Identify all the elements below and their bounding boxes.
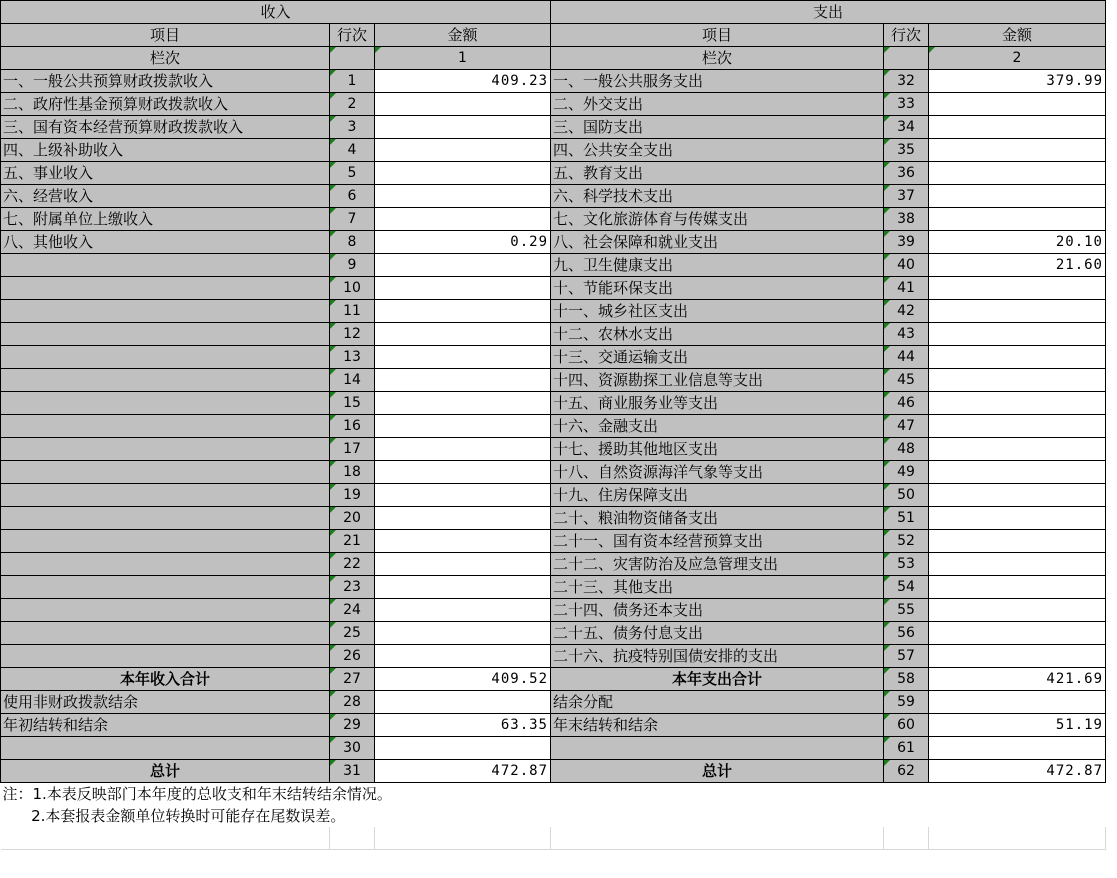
income-line-no-cell[interactable]: 4 xyxy=(330,139,375,162)
expense-amount-cell[interactable] xyxy=(929,277,1106,300)
income-section-header[interactable]: 收入 xyxy=(1,1,551,24)
expense-item-cell[interactable]: 年末结转和结余 xyxy=(551,714,884,737)
income-amount-cell[interactable] xyxy=(375,300,551,323)
income-line-no-cell[interactable]: 19 xyxy=(330,484,375,507)
expense-amount-cell[interactable] xyxy=(929,691,1106,714)
income-line-no-cell[interactable]: 28 xyxy=(330,691,375,714)
expense-item-cell[interactable]: 十五、商业服务业等支出 xyxy=(551,392,884,415)
expense-amount-cell[interactable]: 421.69 xyxy=(929,668,1106,691)
income-amount-cell[interactable] xyxy=(375,323,551,346)
income-item-cell[interactable] xyxy=(1,507,330,530)
income-amount-cell[interactable] xyxy=(375,392,551,415)
expense-item-cell[interactable]: 三、国防支出 xyxy=(551,116,884,139)
table-row xyxy=(1,553,1106,576)
income-item-cell[interactable] xyxy=(1,645,330,668)
income-item-cell[interactable]: 八、其他收入 xyxy=(1,231,330,254)
income-amount-cell[interactable] xyxy=(375,438,551,461)
income-amount-cell[interactable]: 63.35 xyxy=(375,714,551,737)
table-row xyxy=(1,231,1106,254)
expense-amount-cell[interactable] xyxy=(929,208,1106,231)
income-item-cell[interactable]: 使用非财政拨款结余 xyxy=(1,691,330,714)
table-row xyxy=(1,70,1106,93)
expense-item-cell[interactable]: 二十六、抗疫特别国债安排的支出 xyxy=(551,645,884,668)
income-amount-cell[interactable]: 409.52 xyxy=(375,668,551,691)
income-line-no-cell[interactable]: 25 xyxy=(330,622,375,645)
income-amount-cell[interactable] xyxy=(375,116,551,139)
income-line-no-cell[interactable]: 27 xyxy=(330,668,375,691)
expense-item-cell[interactable]: 四、公共安全支出 xyxy=(551,139,884,162)
expense-amount-cell[interactable] xyxy=(929,599,1106,622)
expense-line-no-cell[interactable]: 33 xyxy=(884,93,929,116)
empty-cell[interactable] xyxy=(375,827,551,850)
income-amount-cell[interactable] xyxy=(375,507,551,530)
income-item-cell[interactable]: 一、一般公共预算财政拨款收入 xyxy=(1,70,330,93)
expense-amount-cell[interactable] xyxy=(929,93,1106,116)
income-amount-cell[interactable] xyxy=(375,346,551,369)
note-line-1[interactable]: 注：1.本表反映部门本年度的总收支和年末结转结余情况。 xyxy=(1,783,1106,806)
income-item-cell[interactable] xyxy=(1,461,330,484)
income-amount-cell[interactable] xyxy=(375,622,551,645)
table-row xyxy=(1,254,1106,277)
expense-amount-cell[interactable] xyxy=(929,323,1106,346)
expense-amount-cell[interactable] xyxy=(929,737,1106,760)
expense-line-no-cell[interactable]: 37 xyxy=(884,185,929,208)
table-row xyxy=(1,461,1106,484)
expense-line-no-cell[interactable]: 49 xyxy=(884,461,929,484)
income-item-cell[interactable]: 本年收入合计 xyxy=(1,668,330,691)
table-row xyxy=(1,392,1106,415)
income-amount-cell[interactable] xyxy=(375,277,551,300)
empty-cell[interactable] xyxy=(1,827,330,850)
income-line-no-cell[interactable]: 14 xyxy=(330,369,375,392)
table-row xyxy=(1,208,1106,231)
expense-item-cell[interactable]: 十九、住房保障支出 xyxy=(551,484,884,507)
income-line-no-cell[interactable]: 22 xyxy=(330,553,375,576)
expense-line-no-cell[interactable]: 34 xyxy=(884,116,929,139)
income-line-no-cell[interactable]: 20 xyxy=(330,507,375,530)
expense-item-cell[interactable]: 二、外交支出 xyxy=(551,93,884,116)
expense-amount-cell[interactable] xyxy=(929,116,1106,139)
expense-amount-cell[interactable] xyxy=(929,162,1106,185)
expense-item-cell[interactable]: 十八、自然资源海洋气象等支出 xyxy=(551,461,884,484)
income-line-no-cell[interactable]: 24 xyxy=(330,599,375,622)
expense-item-cell[interactable]: 七、文化旅游体育与传媒支出 xyxy=(551,208,884,231)
expense-amount-cell[interactable] xyxy=(929,622,1106,645)
table-row xyxy=(1,599,1106,622)
income-item-cell[interactable] xyxy=(1,415,330,438)
income-line-no-cell[interactable]: 21 xyxy=(330,530,375,553)
expense-amount-cell[interactable]: 20.10 xyxy=(929,231,1106,254)
income-line-no-cell[interactable]: 12 xyxy=(330,323,375,346)
expense-amount-cell[interactable] xyxy=(929,576,1106,599)
expense-item-cell[interactable]: 二十二、灾害防治及应急管理支出 xyxy=(551,553,884,576)
income-item-cell[interactable] xyxy=(1,553,330,576)
income-item-cell[interactable] xyxy=(1,599,330,622)
empty-cell[interactable] xyxy=(551,827,884,850)
table-row xyxy=(1,714,1106,737)
expense-amount-cell[interactable] xyxy=(929,484,1106,507)
expense-item-cell[interactable]: 本年支出合计 xyxy=(551,668,884,691)
expense-line-no-cell[interactable]: 43 xyxy=(884,323,929,346)
income-item-cell[interactable] xyxy=(1,323,330,346)
income-amount-cell[interactable] xyxy=(375,139,551,162)
income-item-cell[interactable] xyxy=(1,576,330,599)
income-item-cell[interactable]: 年初结转和结余 xyxy=(1,714,330,737)
expense-amount-cell[interactable] xyxy=(929,139,1106,162)
expense-item-cell[interactable]: 十、节能环保支出 xyxy=(551,277,884,300)
table-row xyxy=(1,369,1106,392)
income-item-cell[interactable]: 七、附属单位上缴收入 xyxy=(1,208,330,231)
expense-amount-cell[interactable] xyxy=(929,461,1106,484)
table-row xyxy=(1,507,1106,530)
expense-line-label-cell[interactable] xyxy=(884,47,929,70)
expense-line-header[interactable]: 行次 xyxy=(884,24,929,47)
expense-line-no-cell[interactable]: 51 xyxy=(884,507,929,530)
income-amount-cell[interactable]: 0.29 xyxy=(375,231,551,254)
expense-amount-cell[interactable]: 21.60 xyxy=(929,254,1106,277)
income-line-no-cell[interactable]: 10 xyxy=(330,277,375,300)
expense-item-cell[interactable]: 十二、农林水支出 xyxy=(551,323,884,346)
table-row xyxy=(1,438,1106,461)
expense-line-no-cell[interactable]: 60 xyxy=(884,714,929,737)
expense-item-cell[interactable]: 十四、资源勘探工业信息等支出 xyxy=(551,369,884,392)
income-amount-cell[interactable] xyxy=(375,93,551,116)
income-item-cell[interactable]: 二、政府性基金预算财政拨款收入 xyxy=(1,93,330,116)
income-line-no-cell[interactable]: 26 xyxy=(330,645,375,668)
table-row xyxy=(1,737,1106,760)
expense-line-no-cell[interactable]: 48 xyxy=(884,438,929,461)
income-item-cell[interactable] xyxy=(1,530,330,553)
income-amount-cell[interactable] xyxy=(375,737,551,760)
expense-line-no-cell[interactable]: 40 xyxy=(884,254,929,277)
expense-line-no-cell[interactable]: 62 xyxy=(884,760,929,783)
income-amount-cell[interactable] xyxy=(375,576,551,599)
income-item-cell[interactable] xyxy=(1,277,330,300)
income-line-no-cell[interactable]: 23 xyxy=(330,576,375,599)
income-line-no-cell[interactable]: 16 xyxy=(330,415,375,438)
table-row xyxy=(1,277,1106,300)
expense-item-cell[interactable]: 二十四、债务还本支出 xyxy=(551,599,884,622)
income-amount-cell[interactable] xyxy=(375,530,551,553)
expense-item-cell[interactable]: 九、卫生健康支出 xyxy=(551,254,884,277)
income-line-no-cell[interactable]: 30 xyxy=(330,737,375,760)
expense-amount-cell[interactable] xyxy=(929,507,1106,530)
income-line-no-cell[interactable]: 5 xyxy=(330,162,375,185)
expense-line-no-cell[interactable]: 59 xyxy=(884,691,929,714)
expense-line-no-cell[interactable]: 57 xyxy=(884,645,929,668)
income-amount-cell[interactable] xyxy=(375,599,551,622)
expense-amount-cell[interactable] xyxy=(929,369,1106,392)
income-item-cell[interactable] xyxy=(1,392,330,415)
table-row xyxy=(1,185,1106,208)
income-line-no-cell[interactable]: 13 xyxy=(330,346,375,369)
expense-amount-header[interactable]: 金额 xyxy=(929,24,1106,47)
expense-amount-cell[interactable]: 51.19 xyxy=(929,714,1106,737)
expense-line-no-cell[interactable]: 56 xyxy=(884,622,929,645)
income-line-no-cell[interactable]: 3 xyxy=(330,116,375,139)
expense-item-cell[interactable]: 六、科学技术支出 xyxy=(551,185,884,208)
expense-item-cell[interactable]: 总计 xyxy=(551,760,884,783)
income-item-cell[interactable]: 六、经营收入 xyxy=(1,185,330,208)
income-item-cell[interactable] xyxy=(1,254,330,277)
expense-line-no-cell[interactable]: 46 xyxy=(884,392,929,415)
expense-amount-cell[interactable]: 379.99 xyxy=(929,70,1106,93)
expense-line-no-cell[interactable]: 53 xyxy=(884,553,929,576)
income-amount-cell[interactable] xyxy=(375,691,551,714)
expense-item-cell[interactable]: 十六、金融支出 xyxy=(551,415,884,438)
income-item-cell[interactable] xyxy=(1,484,330,507)
expense-item-cell[interactable]: 一、一般公共服务支出 xyxy=(551,70,884,93)
expense-item-cell[interactable]: 结余分配 xyxy=(551,691,884,714)
expense-item-cell[interactable] xyxy=(551,737,884,760)
income-item-cell[interactable] xyxy=(1,369,330,392)
expense-line-no-cell[interactable]: 50 xyxy=(884,484,929,507)
income-line-no-cell[interactable]: 9 xyxy=(330,254,375,277)
income-amount-cell[interactable] xyxy=(375,369,551,392)
table-row xyxy=(1,668,1106,691)
empty-cell[interactable] xyxy=(929,827,1106,850)
expense-amount-cell[interactable] xyxy=(929,553,1106,576)
expense-column-label[interactable]: 栏次 xyxy=(551,47,884,70)
income-column-label[interactable]: 栏次 xyxy=(1,47,330,70)
expense-line-no-cell[interactable]: 44 xyxy=(884,346,929,369)
expense-line-no-cell[interactable]: 41 xyxy=(884,277,929,300)
table-row xyxy=(1,760,1106,783)
income-line-label-cell[interactable] xyxy=(330,47,375,70)
expense-item-cell[interactable]: 八、社会保障和就业支出 xyxy=(551,231,884,254)
income-item-cell[interactable] xyxy=(1,438,330,461)
note-line-2[interactable]: 2.本套报表金额单位转换时可能存在尾数误差。 xyxy=(1,805,1106,827)
income-amount-cell[interactable] xyxy=(375,208,551,231)
expense-line-no-cell[interactable]: 58 xyxy=(884,668,929,691)
expense-line-no-cell[interactable]: 47 xyxy=(884,415,929,438)
table-row xyxy=(1,645,1106,668)
income-line-no-cell[interactable]: 11 xyxy=(330,300,375,323)
expense-item-header[interactable]: 项目 xyxy=(551,24,884,47)
income-line-no-cell[interactable]: 17 xyxy=(330,438,375,461)
income-item-cell[interactable]: 四、上级补助收入 xyxy=(1,139,330,162)
table-row xyxy=(1,346,1106,369)
income-amount-header[interactable]: 金额 xyxy=(375,24,551,47)
income-line-no-cell[interactable]: 31 xyxy=(330,760,375,783)
income-line-no-cell[interactable]: 29 xyxy=(330,714,375,737)
expense-item-cell[interactable]: 五、教育支出 xyxy=(551,162,884,185)
income-amount-cell[interactable] xyxy=(375,162,551,185)
table-row xyxy=(1,162,1106,185)
income-line-no-cell[interactable]: 6 xyxy=(330,185,375,208)
table-row xyxy=(1,93,1106,116)
expense-item-cell[interactable]: 二十、粮油物资储备支出 xyxy=(551,507,884,530)
table-row xyxy=(1,691,1106,714)
expense-amount-cell[interactable] xyxy=(929,645,1106,668)
income-item-cell[interactable] xyxy=(1,346,330,369)
table-row xyxy=(1,300,1106,323)
income-item-cell[interactable]: 总计 xyxy=(1,760,330,783)
expense-line-no-cell[interactable]: 36 xyxy=(884,162,929,185)
income-item-header[interactable]: 项目 xyxy=(1,24,330,47)
expense-line-no-cell[interactable]: 55 xyxy=(884,599,929,622)
income-amount-cell[interactable] xyxy=(375,461,551,484)
income-line-no-cell[interactable]: 1 xyxy=(330,70,375,93)
income-amount-column-no[interactable]: 1 xyxy=(375,47,551,70)
income-amount-cell[interactable] xyxy=(375,553,551,576)
expense-item-cell[interactable]: 二十三、其他支出 xyxy=(551,576,884,599)
table-row xyxy=(1,139,1106,162)
expense-line-no-cell[interactable]: 61 xyxy=(884,737,929,760)
table-row xyxy=(1,484,1106,507)
expense-line-no-cell[interactable]: 45 xyxy=(884,369,929,392)
income-amount-cell[interactable]: 472.87 xyxy=(375,760,551,783)
income-amount-cell[interactable] xyxy=(375,645,551,668)
income-line-no-cell[interactable]: 18 xyxy=(330,461,375,484)
income-amount-cell[interactable]: 409.23 xyxy=(375,70,551,93)
expense-line-no-cell[interactable]: 42 xyxy=(884,300,929,323)
expense-line-no-cell[interactable]: 32 xyxy=(884,70,929,93)
expense-amount-cell[interactable] xyxy=(929,346,1106,369)
income-item-cell[interactable] xyxy=(1,622,330,645)
expense-amount-cell[interactable]: 472.87 xyxy=(929,760,1106,783)
income-amount-cell[interactable] xyxy=(375,484,551,507)
income-amount-cell[interactable] xyxy=(375,254,551,277)
expense-amount-column-no[interactable]: 2 xyxy=(929,47,1106,70)
expense-amount-cell[interactable] xyxy=(929,415,1106,438)
expense-line-no-cell[interactable]: 38 xyxy=(884,208,929,231)
income-item-cell[interactable] xyxy=(1,737,330,760)
expense-section-header[interactable]: 支出 xyxy=(551,1,1106,24)
income-item-cell[interactable]: 五、事业收入 xyxy=(1,162,330,185)
income-item-cell[interactable]: 三、国有资本经营预算财政拨款收入 xyxy=(1,116,330,139)
table-row xyxy=(1,415,1106,438)
expense-item-cell[interactable]: 十三、交通运输支出 xyxy=(551,346,884,369)
empty-cell[interactable] xyxy=(330,827,375,850)
expense-amount-cell[interactable] xyxy=(929,530,1106,553)
expense-line-no-cell[interactable]: 54 xyxy=(884,576,929,599)
table-row xyxy=(1,116,1106,139)
table-row xyxy=(1,622,1106,645)
expense-item-cell[interactable]: 二十五、债务付息支出 xyxy=(551,622,884,645)
expense-amount-cell[interactable] xyxy=(929,300,1106,323)
expense-line-no-cell[interactable]: 35 xyxy=(884,139,929,162)
expense-amount-cell[interactable] xyxy=(929,392,1106,415)
table-row xyxy=(1,323,1106,346)
income-line-header[interactable]: 行次 xyxy=(330,24,375,47)
income-line-no-cell[interactable]: 15 xyxy=(330,392,375,415)
expense-amount-cell[interactable] xyxy=(929,438,1106,461)
income-item-cell[interactable] xyxy=(1,300,330,323)
expense-amount-cell[interactable] xyxy=(929,185,1106,208)
income-amount-cell[interactable] xyxy=(375,185,551,208)
income-line-no-cell[interactable]: 8 xyxy=(330,231,375,254)
expense-line-no-cell[interactable]: 39 xyxy=(884,231,929,254)
empty-cell[interactable] xyxy=(884,827,929,850)
expense-line-no-cell[interactable]: 52 xyxy=(884,530,929,553)
table-row xyxy=(1,530,1106,553)
table-row xyxy=(1,576,1106,599)
expense-item-cell[interactable]: 十一、城乡社区支出 xyxy=(551,300,884,323)
income-amount-cell[interactable] xyxy=(375,415,551,438)
income-line-no-cell[interactable]: 2 xyxy=(330,93,375,116)
expense-item-cell[interactable]: 二十一、国有资本经营预算支出 xyxy=(551,530,884,553)
expense-item-cell[interactable]: 十七、援助其他地区支出 xyxy=(551,438,884,461)
income-line-no-cell[interactable]: 7 xyxy=(330,208,375,231)
